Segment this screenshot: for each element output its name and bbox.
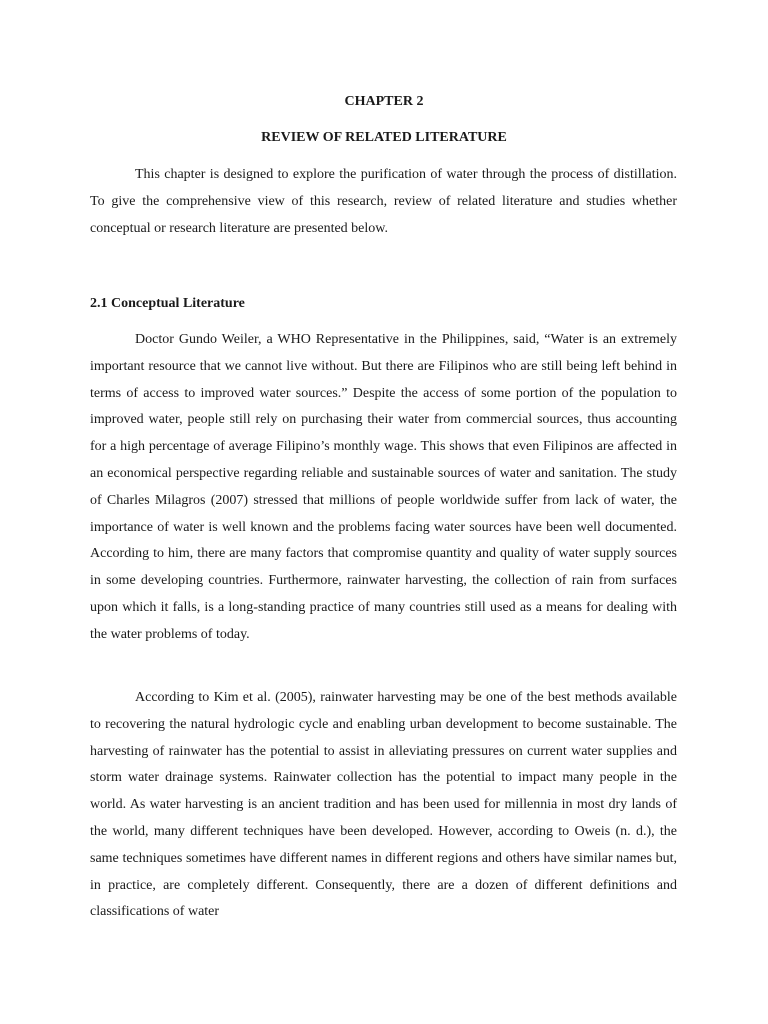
body-paragraph-2: According to Kim et al. (2005), rainwater harvesting may be one of the best methods available to recovering the natural hydrologic cycle and enabling urban development to become sustainable. The harvesting of rainwater has the potential to assist in alleviating pressures on current water supplies and storm water drainage systems. Rainwater collection has the potential to impact many people in the world. As water harvesting is an ancient tradition and has been used for millennia in most dry lands of the world, many different techniques have been developed. However, according to Oweis (n. d.), the same techniques sometimes have different names in different regions and others have similar names but, in practice, are completely different. Consequently, there are a dozen of different definitions and classifications of water [90, 690, 677, 920]
body-paragraph-1: Doctor Gundo Weiler, a WHO Representative in the Philippines, said, “Water is an extremely important resource that we cannot live without. But there are Filipinos who are still being left behind in terms of access to improved water sources.” Despite the access of some portion of the population to improved water, people still rely on purchasing their water from commercial sources, thus accounting for a high percentage of average Filipino’s monthly wage. This shows that even Filipinos are affected in an economical perspective regarding reliable and sustainable sources of water and sanitation. The study of Charles Milagros (2007) stressed that millions of people worldwide suffer from lack of water, the importance of water is well known and the problems facing water sources have been well documented. According to him, there are many factors that compromise quantity and quality of water supply sources in some developing countries. Furthermore, rainwater harvesting, the collection of rain from surfaces upon which it falls, is a long-standing practice of many countries still used as a means for dealing with the water problems of today. [90, 332, 677, 642]
section-heading: 2.1 Conceptual Literature [90, 296, 245, 311]
chapter-number: CHAPTER 2 [344, 94, 424, 109]
intro-paragraph: This chapter is designed to explore the purification of water through the process of distillation. To give the comprehensive view of this research, review of related literature and studies whether conceptual or research literature are presented below. [90, 167, 677, 236]
chapter-title: REVIEW OF RELATED LITERATURE [261, 130, 507, 145]
